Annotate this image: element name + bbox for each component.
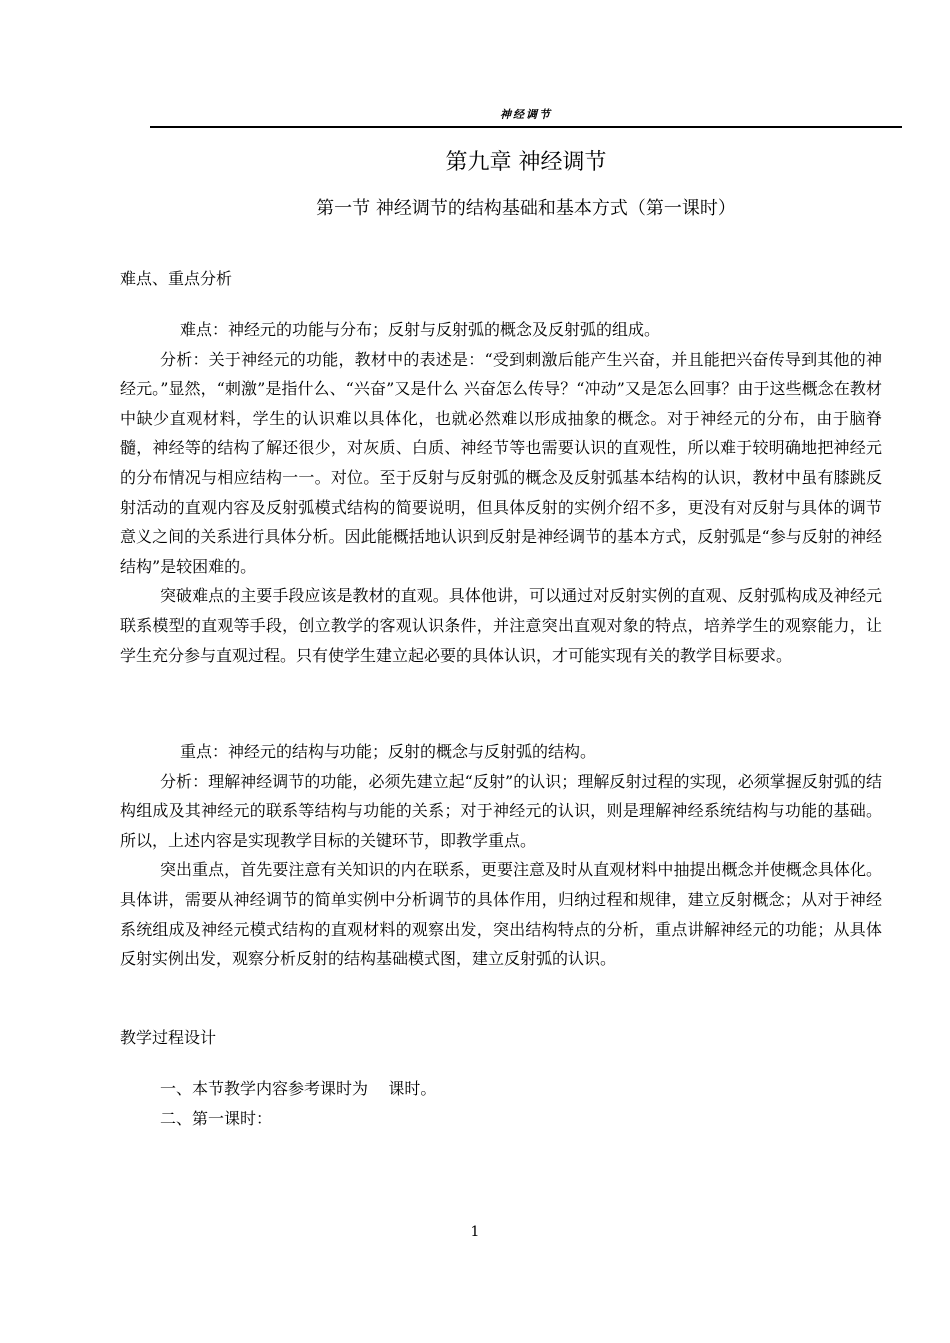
section-title: 第一节 神经调节的结构基础和基本方式（第一课时） <box>316 198 736 219</box>
key-label: 重点：神经元的结构与功能；反射的概念与反射弧的结构。 <box>180 742 597 761</box>
design-section <box>120 1074 882 1133</box>
key-analysis: 分析：理解神经调节的功能，必须先建立起“反射”的认识；理解反射过程的实现，必须掌握反射弧的结构组成及其神经元的联系等结构与功能的关系；对于神经元的认识，则是理解神经系统结构与功能的基础。所以，上述内容是实现教学目标的关键环节，即教学重点。 <box>120 771 882 850</box>
key-section <box>120 737 882 974</box>
difficulty-breakthrough: 突破难点的主要手段应该是教材的直观。具体他讲，可以通过对反射实例的直观、反射弧构成及神经元联系模型的直观等手段，创立教学的客观认识条件，并注意突出直观对象的特点，培养学生的观察能力，让学生充分参与直观过程。只有使学生建立起必要的具体认识，才可能实现有关的教学目标要求。 <box>120 586 882 665</box>
difficulty-section <box>120 315 882 670</box>
design-item-2: 二、第一课时： <box>160 1108 273 1128</box>
difficulty-analysis: 分析：关于神经元的功能，教材中的表述是：“受到刺激后能产生兴奋，并且能把兴奋传导到其他的神经元。”显然，“刺激”是指什么、“兴奋”又是什么 兴奋怎么传导？“冲动”又是怎么回事？由于这些概念在教材中缺少直观材料，学生的认识难以具体化，也就必然难以形成抽象的概念。对于神经元的分布，由于脑脊髓，神经等的结构了解还很少，对灰质、白质、神经节等也需要认识的直观性，所以难于较明确地把神经元的分布情况与相应结构一一。对位。至于反射与反射弧的概念及反射弧基本结构的认识，教材中虽有膝跳反射活动的直观内容及反射弧模式结构的简要说明，但具体反射的实例介绍不多，更没有对反射与具体的调节意义之间的关系进行具体分析。因此能概括地认识到反射是神经调节的基本方式，反射弧是“参与反射的神经结构”是较困难的。 <box>120 349 882 576</box>
page-number: 1 <box>470 1224 480 1240</box>
running-header: 神经调节 <box>500 108 552 121</box>
design-item-1: 一、本节教学内容参考课时为 课时。 <box>160 1079 437 1098</box>
chapter-title: 第九章 神经调节 <box>445 150 607 175</box>
design-heading: 教学过程设计 <box>120 1028 217 1047</box>
difficulty-label: 难点：神经元的功能与分布；反射与反射弧的概念及反射弧的组成。 <box>180 320 661 339</box>
analysis-heading: 难点、重点分析 <box>120 269 233 288</box>
header-rule <box>150 126 902 128</box>
key-emphasis: 突出重点，首先要注意有关知识的内在联系，更要注意及时从直观材料中抽提出概念并使概念具体化。具体讲，需要从神经调节的简单实例中分析调节的具体作用，归纳过程和规律，建立反射概念；从对于神经系统组成及神经元模式结构的直观材料的观察出发，突出结构特点的分析，重点讲解神经元的功能；从具体反射实例出发，观察分析反射的结构基础模式图，建立反射弧的认识。 <box>120 860 882 969</box>
